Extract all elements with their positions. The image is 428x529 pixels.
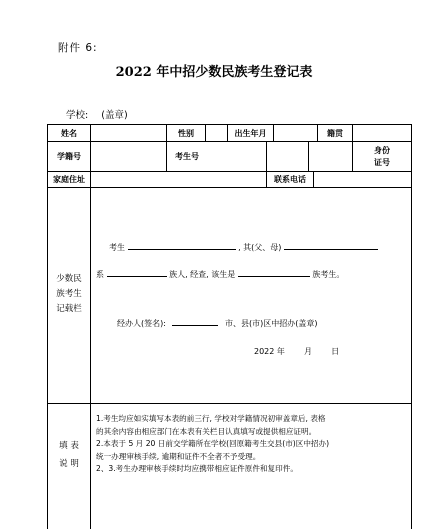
name-label: 姓名 bbox=[61, 128, 77, 138]
note-line: 2、3.考生办理审核手续时均应携带相应证件原件和复印件。 bbox=[96, 464, 298, 473]
table-line bbox=[205, 124, 206, 141]
verify-text: 考生 bbox=[109, 243, 125, 252]
note-line: 统一办理审核手续, 逾期和证件不全者不予受理。 bbox=[96, 451, 261, 461]
verify-text: , 其(父、母) bbox=[238, 243, 282, 252]
verify-text: 经办人(签名): bbox=[117, 319, 166, 328]
notes-side-line: 填 表 bbox=[59, 441, 79, 451]
table-line bbox=[273, 124, 274, 141]
verify-line-2 bbox=[96, 267, 344, 280]
table-line bbox=[47, 187, 412, 188]
id-card-label bbox=[353, 142, 411, 171]
date-day: 日 bbox=[331, 347, 340, 356]
notes-side-line: 说 明 bbox=[59, 459, 79, 469]
school-label: 学校: bbox=[66, 110, 89, 121]
table-line bbox=[47, 171, 412, 172]
parent-name-blank[interactable] bbox=[284, 240, 378, 250]
verify-text: 族考生。 bbox=[312, 270, 345, 279]
exam-id-label: 考生号 bbox=[175, 152, 199, 161]
student-name-blank[interactable] bbox=[128, 240, 236, 250]
verify-text: 市、县(市)区中招办(盖章) bbox=[225, 319, 318, 328]
verify-date bbox=[254, 346, 339, 357]
notes-side-label bbox=[48, 437, 90, 473]
school-seal: (盖章) bbox=[101, 110, 128, 121]
verify-text: 族人, 经查, 该生是 bbox=[169, 270, 236, 279]
table-line bbox=[47, 403, 412, 404]
verify-line-1 bbox=[109, 240, 378, 253]
notes-text bbox=[96, 413, 408, 476]
student-id-label: 学籍号 bbox=[57, 152, 81, 161]
gender-label: 性别 bbox=[178, 128, 194, 138]
attachment-label: 附件 6: bbox=[58, 42, 98, 54]
school-line bbox=[66, 107, 138, 121]
address-label: 家庭住址 bbox=[53, 175, 85, 184]
table-line bbox=[90, 124, 91, 529]
date-month: 月 bbox=[304, 347, 312, 356]
verify-text: 系 bbox=[96, 270, 104, 279]
note-line: 的其余内容由相应部门在本表有关栏目认真填写或提供相应证明。 bbox=[96, 426, 317, 436]
verify-side-line: 少数民 bbox=[56, 274, 82, 284]
verify-side-line: 记载栏 bbox=[56, 304, 82, 314]
verify-side-line: 族考生 bbox=[56, 289, 82, 299]
date-year: 2022 年 bbox=[254, 347, 285, 356]
verify-line-3 bbox=[117, 316, 318, 329]
ethnicity-blank[interactable] bbox=[107, 267, 167, 277]
verify-side-label bbox=[48, 272, 90, 317]
origin-label: 籍贯 bbox=[327, 128, 343, 138]
note-line: 2.本表于 5 月 20 日前交学籍所在学校(回原籍考生交县(市)区中招办) bbox=[96, 439, 330, 448]
table-line bbox=[411, 124, 412, 529]
table-line bbox=[266, 141, 267, 171]
table-line bbox=[313, 171, 314, 187]
table-line bbox=[308, 141, 309, 171]
id-card-text: 身份证号 bbox=[374, 145, 390, 167]
phone-label: 联系电话 bbox=[274, 175, 306, 184]
handler-signature-blank[interactable] bbox=[172, 316, 218, 326]
note-line: 1.考生均应如实填写本表的前三行, 学校对学籍情况初审盖章后, 表格 bbox=[96, 414, 326, 423]
form-title: 2022 年中招少数民族考生登记表 bbox=[115, 65, 313, 80]
birth-label: 出生年月 bbox=[234, 128, 267, 138]
student-ethnicity-blank[interactable] bbox=[238, 267, 310, 277]
